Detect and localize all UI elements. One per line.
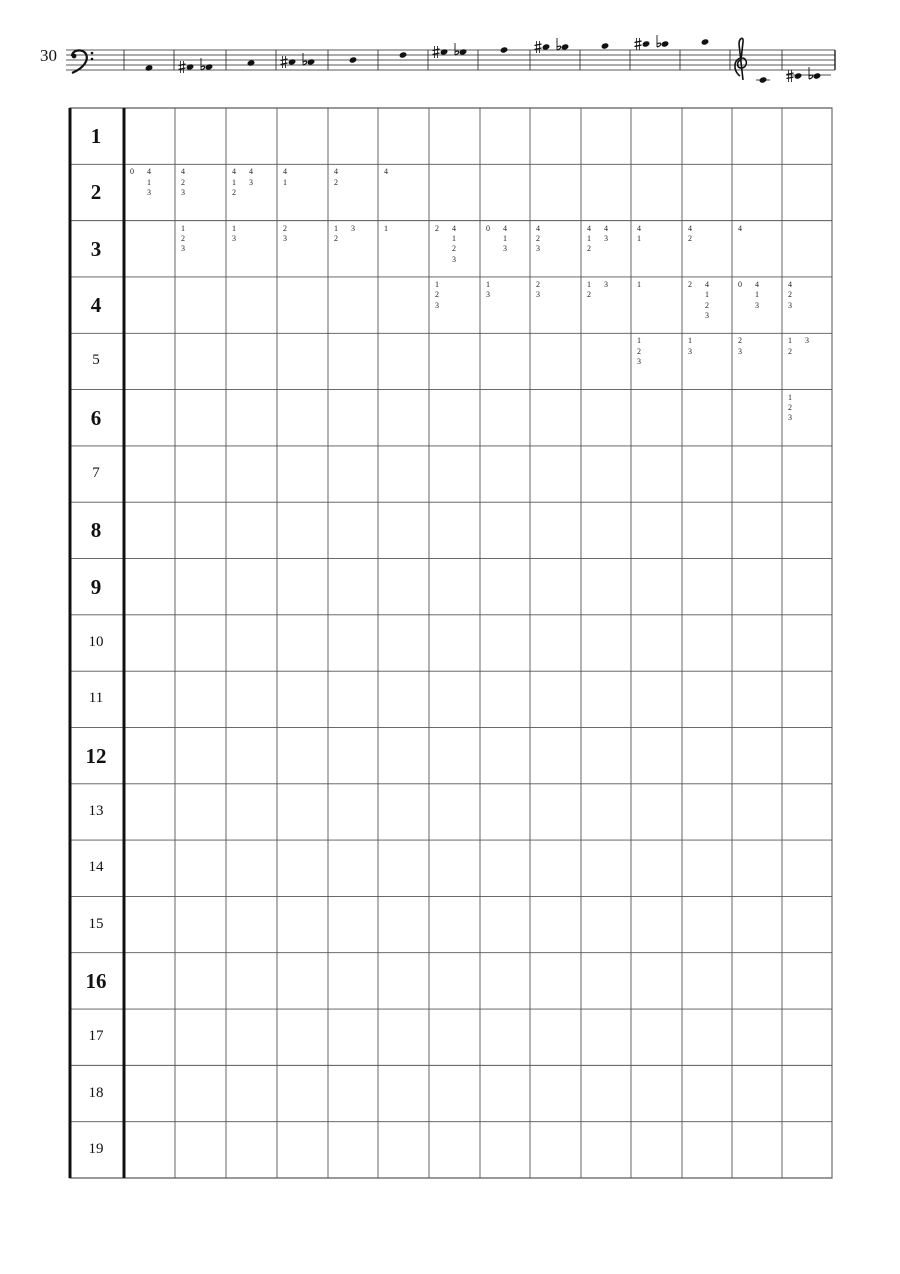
fingering-number: [736, 224, 744, 234]
fingering-digit: 1: [334, 223, 338, 233]
fingering-number: [128, 167, 136, 177]
fingering-digit: 3: [503, 244, 507, 254]
page-number: 30: [40, 46, 57, 65]
fingering-digit: 3: [738, 346, 742, 356]
fingering-number: [382, 167, 390, 177]
fingering-digit: 4: [249, 167, 253, 177]
fingering-number: [332, 167, 340, 188]
fingering-number: [686, 224, 694, 245]
fingering-digit: 4: [181, 167, 185, 177]
fingering-digit: 1: [147, 177, 151, 187]
fingering-digit: 4: [604, 223, 608, 233]
row-label: 8: [90, 518, 102, 543]
fingering-number: [501, 224, 509, 255]
fingering-digit: 1: [587, 279, 591, 289]
fingering-number: [635, 224, 643, 245]
fingering-digit: 4: [384, 167, 388, 177]
fingering-number: [686, 280, 694, 290]
fingering-digit: 4: [536, 223, 540, 233]
fingering-digit: 2: [181, 234, 185, 244]
fingering-digit: 1: [587, 234, 591, 244]
row-label: 2: [90, 180, 102, 205]
fingering-number: [230, 167, 238, 198]
fingering-digit: 2: [705, 300, 709, 310]
fingering-number: [534, 224, 542, 255]
fingering-number: [585, 224, 593, 255]
row-label: 6: [90, 405, 102, 430]
fingering-digit: 1: [788, 336, 792, 346]
fingering-digit: 4: [705, 279, 709, 289]
fingering-digit: 4: [587, 223, 591, 233]
fingering-digit: 4: [688, 223, 692, 233]
fingering-digit: 2: [435, 290, 439, 300]
fingering-digit: 2: [181, 177, 185, 187]
fingering-digit: 3: [249, 177, 253, 187]
row-label: 17: [88, 1028, 104, 1045]
fingering-digit: 2: [435, 223, 439, 233]
fingering-number: [433, 224, 441, 234]
row-label: 16: [85, 968, 107, 993]
fingering-digit: 1: [688, 336, 692, 346]
fingering-digit: 3: [435, 300, 439, 310]
fingering-digit: 2: [587, 290, 591, 300]
fingering-digit: 3: [788, 300, 792, 310]
fingering-number: [753, 280, 761, 311]
row-label: 14: [88, 859, 104, 876]
row-label: 4: [90, 293, 102, 318]
fingering-digit: 3: [637, 357, 641, 367]
row-label: 9: [90, 574, 102, 599]
fingering-number: [247, 167, 255, 188]
fingering-number: [736, 280, 744, 290]
fingering-number: [585, 280, 593, 301]
fingering-digit: 4: [637, 223, 641, 233]
fingering-digit: 3: [452, 254, 456, 264]
fingering-number: [450, 224, 458, 266]
fingering-digit: 4: [738, 223, 742, 233]
fingering-number: [230, 224, 238, 245]
fingering-digit: 4: [452, 223, 456, 233]
fingering-digit: 3: [604, 234, 608, 244]
fingering-number: [635, 336, 643, 367]
fingering-digit: 0: [486, 223, 490, 233]
fingering-digit: 2: [536, 234, 540, 244]
fingering-number: [281, 167, 289, 188]
fingering-number: [179, 167, 187, 198]
fingering-digit: 4: [503, 223, 507, 233]
fingering-digit: 3: [283, 234, 287, 244]
fingering-digit: 1: [283, 177, 287, 187]
fingering-number: [703, 280, 711, 322]
row-label: 7: [92, 465, 100, 482]
fingering-digit: 3: [351, 223, 355, 233]
fingering-digit: 2: [688, 234, 692, 244]
fingering-number: [686, 336, 694, 357]
fingering-number: [145, 167, 153, 198]
fingering-digit: 3: [688, 346, 692, 356]
row-label: 10: [88, 634, 104, 650]
fingering-digit: 1: [637, 279, 641, 289]
fingering-digit: 2: [334, 234, 338, 244]
fingering-digit: 2: [334, 177, 338, 187]
fingering-digit: 1: [384, 223, 388, 233]
fingering-number: [179, 224, 187, 255]
fingering-number: [484, 280, 492, 301]
fingering-digit: 4: [232, 167, 236, 177]
fingering-number: [534, 280, 542, 301]
row-label: 12: [85, 743, 107, 768]
fingering-digit: 4: [755, 279, 759, 289]
fingering-number: [602, 224, 610, 245]
fingering-digit: 4: [334, 167, 338, 177]
row-label: 1: [90, 124, 102, 149]
fingering-number: [484, 224, 492, 234]
fingering-digit: 4: [283, 167, 287, 177]
fingering-digit: 4: [147, 167, 151, 177]
fingering-number: [786, 336, 794, 357]
fingering-digit: 1: [435, 279, 439, 289]
row-label: 13: [88, 802, 104, 819]
fingering-number: [803, 336, 811, 346]
fingering-digit: 2: [232, 188, 236, 198]
fingering-digit: 1: [486, 279, 490, 289]
fingering-number: [349, 224, 357, 234]
fingering-number: [786, 280, 794, 311]
fingering-digit: 1: [452, 234, 456, 244]
fingering-digit: 2: [283, 223, 287, 233]
fingering-digit: 3: [805, 336, 809, 346]
fingering-number: [736, 336, 744, 357]
fingering-digit: 3: [181, 244, 185, 254]
fingering-digit: 2: [637, 346, 641, 356]
row-label: 5: [92, 352, 100, 369]
fingering-number: [332, 224, 340, 245]
row-label: 19: [88, 1140, 104, 1157]
fingering-digit: 2: [738, 336, 742, 346]
fingering-digit: 1: [637, 336, 641, 346]
fingering-number: [786, 393, 794, 424]
fingering-digit: 3: [788, 413, 792, 423]
row-label: 18: [88, 1084, 104, 1101]
row-label: 3: [90, 236, 102, 261]
fingering-digit: 2: [688, 279, 692, 289]
grid-border: [70, 108, 832, 1178]
row-label: 15: [88, 915, 104, 932]
fingering-digit: 1: [503, 234, 507, 244]
fingering-digit: 4: [788, 279, 792, 289]
fingering-digit: 3: [705, 311, 709, 321]
fingering-number: [433, 280, 441, 311]
fingering-digit: 3: [536, 290, 540, 300]
fingering-digit: 3: [755, 300, 759, 310]
fingering-digit: 2: [788, 346, 792, 356]
fingering-digit: 2: [587, 244, 591, 254]
fingering-digit: 2: [536, 279, 540, 289]
fingering-digit: 3: [604, 279, 608, 289]
fingering-digit: 2: [788, 290, 792, 300]
fingering-digit: 1: [705, 290, 709, 300]
fingering-digit: 1: [637, 234, 641, 244]
fingering-digit: 0: [130, 167, 134, 177]
fingering-digit: 3: [147, 188, 151, 198]
fingering-digit: 2: [788, 402, 792, 412]
fingering-number: [382, 224, 390, 234]
fingering-digit: 1: [232, 177, 236, 187]
fingering-digit: 3: [181, 188, 185, 198]
fingering-digit: 3: [232, 234, 236, 244]
fingering-digit: 1: [788, 392, 792, 402]
fingering-digit: 1: [181, 223, 185, 233]
fingering-digit: 1: [232, 223, 236, 233]
row-label: 11: [88, 690, 104, 707]
fingering-number: [281, 224, 289, 245]
fingering-digit: 2: [452, 244, 456, 254]
fingering-digit: 1: [755, 290, 759, 300]
fingering-digit: 3: [486, 290, 490, 300]
fingering-digit: 3: [536, 244, 540, 254]
fingering-digit: 0: [738, 279, 742, 289]
fingering-number: [635, 280, 643, 290]
fingering-number: [602, 280, 610, 290]
